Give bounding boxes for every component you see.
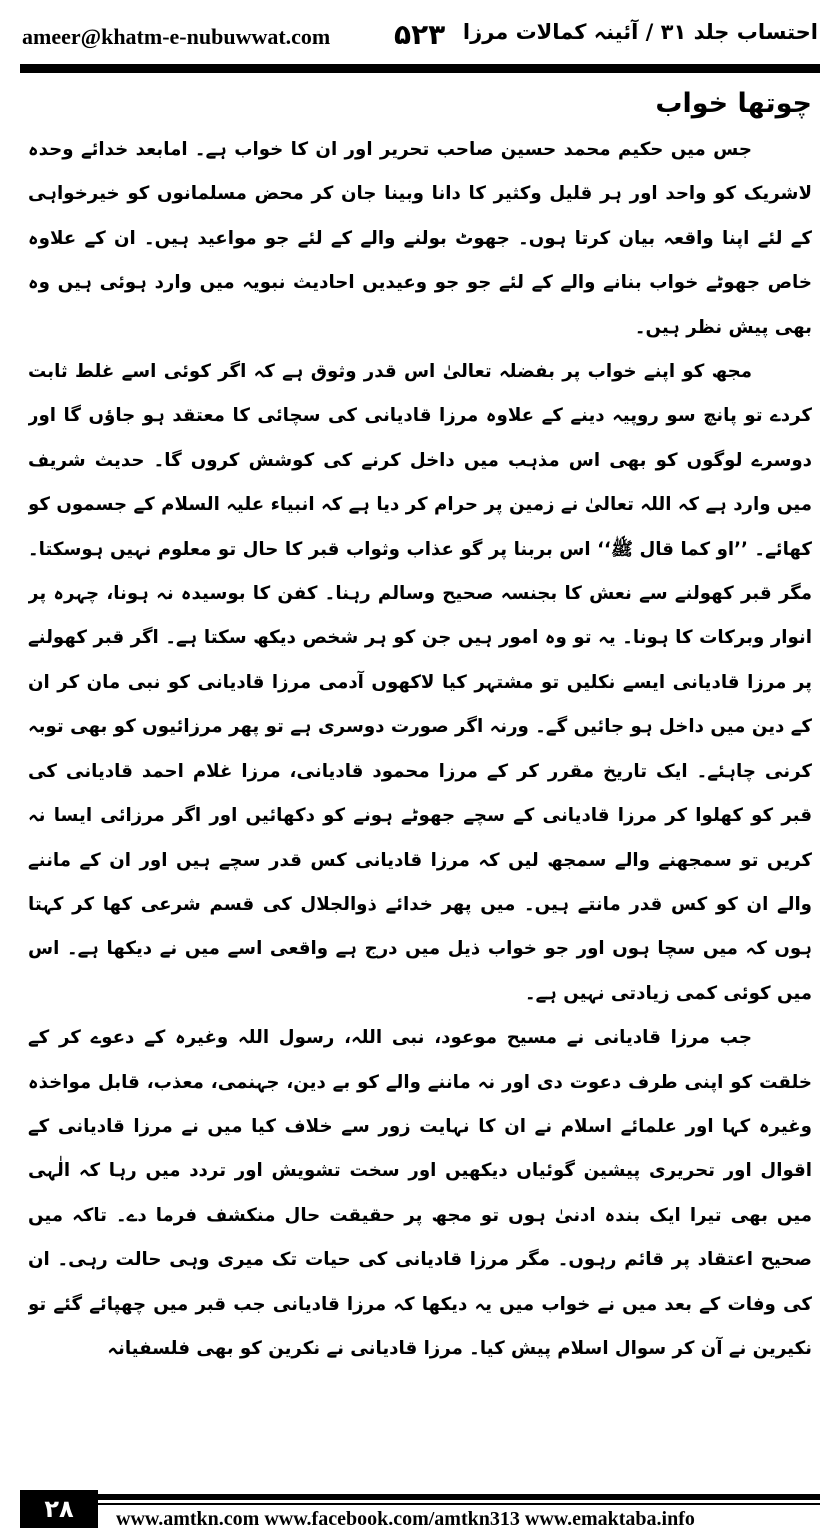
footer-divider-thin bbox=[20, 1503, 820, 1505]
header-page-number: ۵۲۳ bbox=[394, 18, 446, 51]
page-footer bbox=[20, 1490, 820, 1530]
header-book-title: احتساب جلد ۳۱ / آئینہ کمالات مرزا bbox=[462, 20, 818, 44]
page-content bbox=[28, 80, 812, 1425]
footer-divider bbox=[20, 1494, 820, 1500]
footer-links: www.amtkn.com www.facebook.com/amtkn313 www.emaktaba.info bbox=[116, 1508, 695, 1530]
paragraph-3: جب مرزا قادیانی نے مسیح موعود، نبی اللہ، رسول اللہ وغیرہ کے دعوے کر کے خلقت کو اپنی طرف دعوت دی اور نہ ماننے والے کو بے دین، جہنمی، معذب، قابل مواخذہ وغیرہ کہا اور علمائے اسلام نے ان کا نہایت زور سے خلاف کیا میں نے مرزا قادیانی کے اقوال اور تحریری پیشین گوئیاں دیکھیں اور سخت تشویش اور تردد میں رہا کہ الٰہی میں بھی تیرا ایک بندہ ادنیٰ ہوں تو مجھ پر حقیقت حال منکشف فرما دے۔ تاکہ میں صحیح اعتقاد پر قائم رہوں۔ مگر مرزا قادیانی کی حیات تک میری وہی حالت رہی۔ ان کی وفات کے بعد میں نے خواب میں یہ دیکھا کہ مرزا قادیانی جب قبر میں چھپائے گئے تو نکیرین نے آن کر سوال اسلام پیش کیا۔ مرزا قادیانی نے نکرین کو بھی فلسفیانہ bbox=[28, 1027, 812, 1359]
header-divider bbox=[20, 64, 820, 73]
paragraph-1: جس میں حکیم محمد حسین صاحب تحریر اور ان کا خواب ہے۔ امابعد خدائے وحدہ لاشریک کو واحد اور ہر قلیل وکثیر کا دانا وبینا جان کر محض مسلمانوں کو خیرخواہی کے لئے اپنا واقعہ بیان کرتا ہوں۔ جھوٹ بولنے والے کے لئے جو مواعید ہیں۔ ان کے علاوہ خاص جھوٹے خواب بنانے والے کے لئے جو جو وعیدیں احادیث نبویہ میں وارد ہوئی ہیں وہ بھی پیش نظر ہیں۔ bbox=[28, 139, 812, 338]
paragraph-2: مجھ کو اپنے خواب پر بفضلہ تعالیٰ اس قدر وثوق ہے کہ اگر کوئی اسے غلط ثابت کردے تو پانچ سو روپیہ دینے کے علاوہ مرزا قادیانی کی سچائی کا معتقد ہو جاؤں گا اور دوسرے لوگوں کو بھی اس مذہب میں داخل کرنے کی کوشش کروں گا۔ حدیث شریف میں وارد ہے کہ اللہ تعالیٰ نے زمین پر حرام کر دیا ہے کہ انبیاء علیہ السلام کے جسموں کو کھائے۔ ’’او کما قال ﷺ‘‘ اس بربنا پر گو عذاب وثواب قبر کا حال تو معلوم نہیں ہوسکتا۔ مگر قبر کھولنے سے نعش کا بجنسہ صحیح وسالم رہنا۔ کفن کا بوسیدہ نہ ہونا، چہرہ پر انوار وبرکات کا ہونا۔ یہ تو وہ امور ہیں جن کو ہر شخص دیکھ سکتا ہے۔ اگر قبر کھولنے پر مرزا قادیانی ایسے نکلیں تو مشتہر کیا لاکھوں آدمی مرزا قادیانی کو نبی مان کر ان کے دین میں داخل ہو جائیں گے۔ ورنہ اگر صورت دوسری ہے تو پھر مرزائیوں کو بھی توبہ کرنی چاہئے۔ ایک تاریخ مقرر کر کے مرزا محمود قادیانی، مرزا غلام احمد قادیانی کی قبر کو کھلوا کر مرزا قادیانی کے سچے جھوٹے ہونے کو دکھائیں اور اگر مرزائی ایسا نہ کریں تو سمجھنے والے سمجھ لیں کہ مرزا قادیانی کس قدر سچے ہیں اور ان کے ماننے والے ان کو کس قدر مانتے ہیں۔ میں پھر خدائے ذوالجلال کی قسم شرعی کھا کر کہتا ہوں کہ میں سچا ہوں اور جو خواب ذیل میں درج ہے واقعی اسے میں نے دیکھا ہے۔ اس میں کوئی کمی زیادتی نہیں ہے۔ bbox=[28, 361, 812, 1004]
page-header bbox=[22, 18, 818, 58]
section-heading: چوتھا خواب bbox=[655, 88, 812, 119]
footer-page-number: ۲۸ bbox=[20, 1490, 98, 1528]
header-email: ameer@khatm-e-nubuwwat.com bbox=[22, 24, 331, 49]
